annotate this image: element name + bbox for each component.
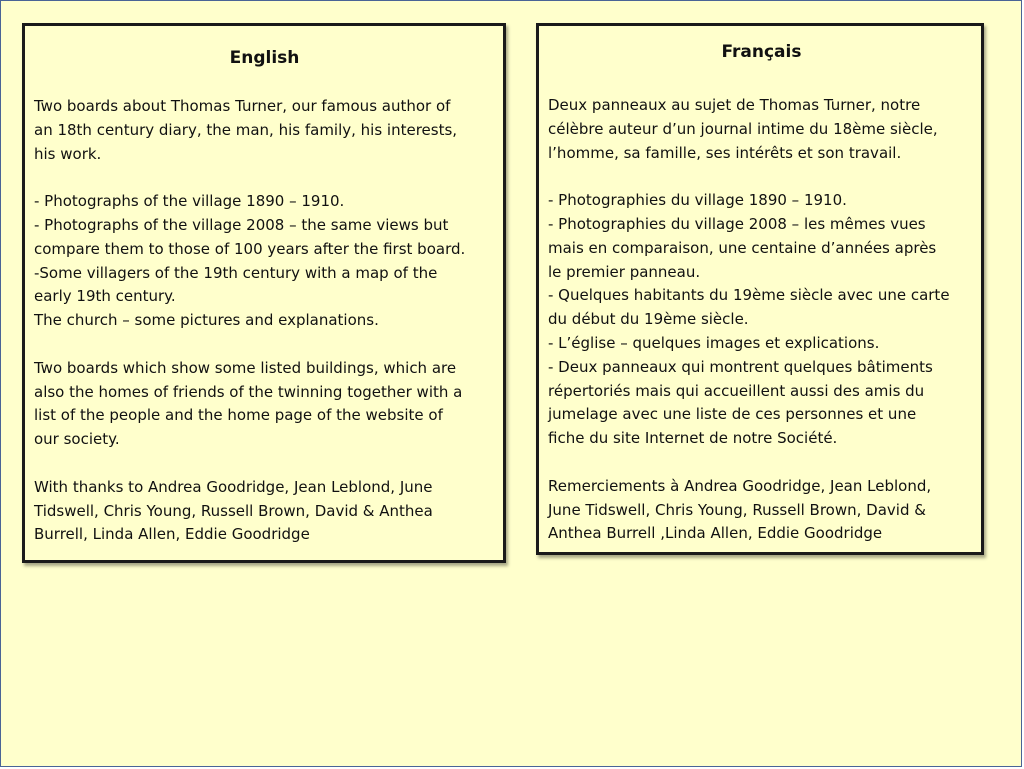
french-title: Français [721, 42, 802, 62]
english-list: - Photographs of the village 1890 – 1910. - Photographs of the village 2008 – the same views but compare them to those of 100 years after the first board. -Some villagers of the 19th century with a map of the early 19th century. The church – some pictures and explanations. [34, 192, 466, 330]
english-panel [22, 23, 506, 563]
french-panel [536, 23, 984, 555]
paragraph-gap [548, 165, 975, 189]
french-list: - Photographies du village 1890 – 1910. - Photographies du village 2008 – les mêmes vues mais en comparaison, une centaine d’années après le premier panneau. - Quelques habitants du 19ème siècle avec une carte du début du 19ème siècle. - L’église – quelques images et explications. - Deux panneaux qui montrent quelques bâtiments répertoriés mais qui accueillent aussi des amis du jumelage avec une liste de ces personnes et une fiche du site Internet de notre Société. [548, 191, 950, 448]
english-intro: Two boards about Thomas Turner, our famous author of an 18th century diary, the man, his family, his interests, his work. [34, 97, 458, 163]
english-thanks: With thanks to Andrea Goodridge, Jean Leblond, June Tidswell, Chris Young, Russell Brown, David & Anthea Burrell, Linda Allen, Eddie Goodridge [34, 477, 433, 544]
french-thanks: Remerciements à Andrea Goodridge, Jean Leblond, June Tidswell, Chris Young, Russell Brown, David & Anthea Burrell ,Linda Allen, Eddie Goodridge [548, 476, 932, 543]
french-intro: Deux panneaux au sujet de Thomas Turner, notre célèbre auteur d’un journal intime du 18ème siècle, l’homme, sa famille, ses intérêts et son travail. [548, 96, 938, 162]
english-title: English [229, 48, 300, 68]
paragraph-gap [34, 452, 495, 476]
paragraph-gap [34, 333, 495, 357]
paragraph-gap [548, 451, 975, 475]
paragraph-gap [34, 166, 495, 190]
english-buildings: Two boards which show some listed buildings, which are also the homes of friends of the twinning together with a list of the people and the home page of the website of our society. [34, 358, 463, 449]
